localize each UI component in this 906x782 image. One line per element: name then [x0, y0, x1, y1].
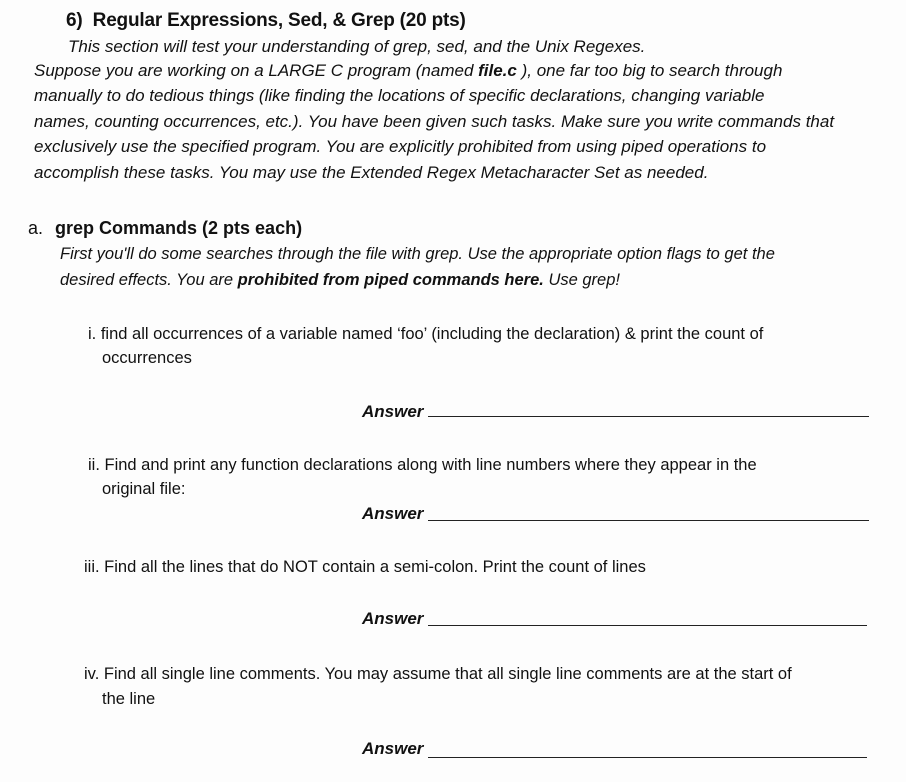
section-title: Regular Expressions, Sed, & Grep (20 pts) [92, 10, 466, 31]
question-i-line-2: occurrences [102, 349, 192, 367]
answer-field-i[interactable] [428, 416, 869, 417]
intro-line-3: manually to do tedious things (like finding the locations of specific declarations, changing variable [34, 86, 765, 105]
part-a-desc-bold: prohibited from piped commands here. [237, 271, 544, 289]
intro-line-6: accomplish these tasks. You may use the Extended Regex Metacharacter Set as needed. [34, 163, 709, 182]
intro-line-2 [34, 59, 782, 83]
intro-line-4: names, counting occurrences, etc.). You have been given such tasks. Make sure you write commands that [34, 112, 835, 131]
question-i-line-1: i. find all occurrences of a variable named ‘foo’ (including the declaration) & print the count of [88, 325, 764, 343]
answer-field-iii[interactable] [428, 625, 867, 626]
answer-field-ii[interactable] [428, 520, 869, 521]
part-a-title: grep Commands (2 pts each) [55, 218, 303, 238]
section-number: 6) [66, 10, 83, 31]
answer-label-iii: Answer [362, 609, 424, 628]
part-a-heading [28, 218, 302, 239]
intro-line-1: This section will test your understanding of grep, sed, and the Unix Regexes. [68, 37, 646, 56]
part-a-marker: a. [28, 218, 44, 238]
file-name: file.c [478, 61, 517, 80]
part-a-desc-line-1: First you'll do some searches through the file with grep. Use the appropriate option flags to get the [60, 245, 775, 263]
question-iii-line-1: iii. Find all the lines that do NOT contain a semi-colon. Print the count of lines [84, 558, 646, 576]
answer-label-iv: Answer [362, 739, 424, 758]
intro-line-2-post: ), one far too big to search through [516, 61, 783, 80]
answer-label-i: Answer [362, 402, 424, 421]
part-a-desc-pre: desired effects. You are [60, 271, 238, 289]
answer-label-ii: Answer [362, 504, 424, 523]
question-ii-line-2: original file: [102, 480, 186, 498]
part-a-desc-post: Use grep! [543, 271, 620, 289]
question-ii-line-1: ii. Find and print any function declarations along with line numbers where they appear in the [88, 456, 757, 474]
intro-line-2-pre: Suppose you are working on a LARGE C program (named [34, 61, 479, 80]
intro-line-5: exclusively use the specified program. You are explicitly prohibited from using piped operations to [34, 137, 767, 156]
answer-field-iv[interactable] [428, 757, 867, 758]
question-iv-line-2: the line [102, 690, 156, 708]
part-a-desc-line-2 [60, 268, 620, 292]
section-heading [66, 10, 466, 32]
question-iv-line-1: iv. Find all single line comments. You may assume that all single line comments are at the start of [84, 665, 792, 683]
